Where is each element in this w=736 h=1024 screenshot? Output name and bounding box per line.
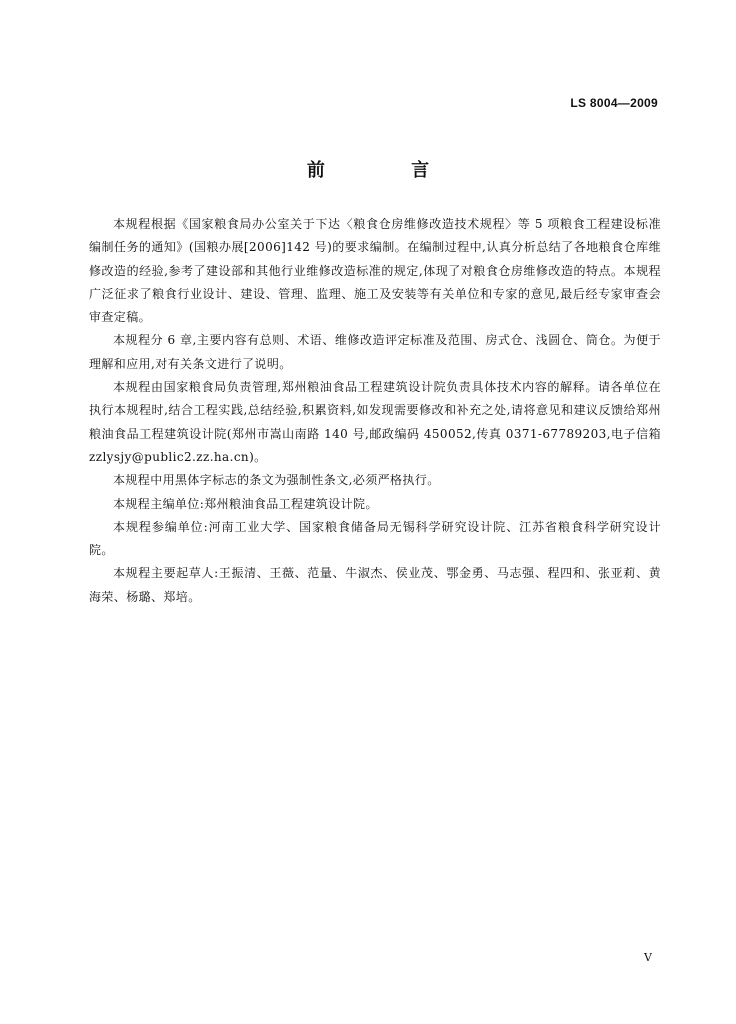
preface-paragraph-1: 本规程根据《国家粮食局办公室关于下达〈粮食仓房维修改造技术规程〉等 5 项粮食工程建设标准编制任务的通知》(国粮办展[2006]142 号)的要求编制。在编制过程中,认真分析总结了各地粮食仓库维修改造的经验,参考了建设部和其他行业维修改造标准的规定,体现了对粮食仓房维修改造的特点。本规程广泛征求了粮食行业设计、建设、管理、监理、施工及安装等有关单位和专家的意见,最后经专家审查会审查定稿。	[89, 217, 661, 325]
preface-paragraph-2: 本规程分 6 章,主要内容有总则、术语、维修改造评定标准及范围、房式仓、浅圆仓、筒仓。为便于理解和应用,对有关条文进行了说明。	[89, 333, 661, 371]
preface-paragraph-5: 本规程主编单位:郑州粮油食品工程建筑设计院。	[113, 496, 378, 511]
page-number: V	[644, 951, 652, 964]
preface-paragraph-3: 本规程由国家粮食局负责管理,郑州粮油食品工程建筑设计院负责具体技术内容的解释。请各单位在执行本规程时,结合工程实践,总结经验,积累资料,如发现需要修改和补充之处,请将意见和建议反馈给郑州粮油食品工程建筑设计院(郑州市嵩山南路 140 号,邮政编码 450052,传真 0371-67789203,电子信箱 zzlysjy@public2.zz.ha.cn)。	[89, 380, 661, 464]
standard-code: LS 8004—2009	[570, 96, 658, 110]
preface-paragraph-4: 本规程中用黑体字标志的条文为强制性条文,必须严格执行。	[113, 473, 440, 488]
preface-body	[89, 213, 661, 609]
page-title: 前 言	[306, 160, 470, 181]
preface-paragraph-6: 本规程参编单位:河南工业大学、国家粮食储备局无锡科学研究设计院、江苏省粮食科学研究设计院。	[89, 519, 661, 558]
preface-paragraph-7: 本规程主要起草人:王振清、王薇、范量、牛淑杰、侯业茂、鄂金勇、马志强、程四和、张亚莉、黄海荣、杨璐、郑培。	[89, 566, 661, 604]
